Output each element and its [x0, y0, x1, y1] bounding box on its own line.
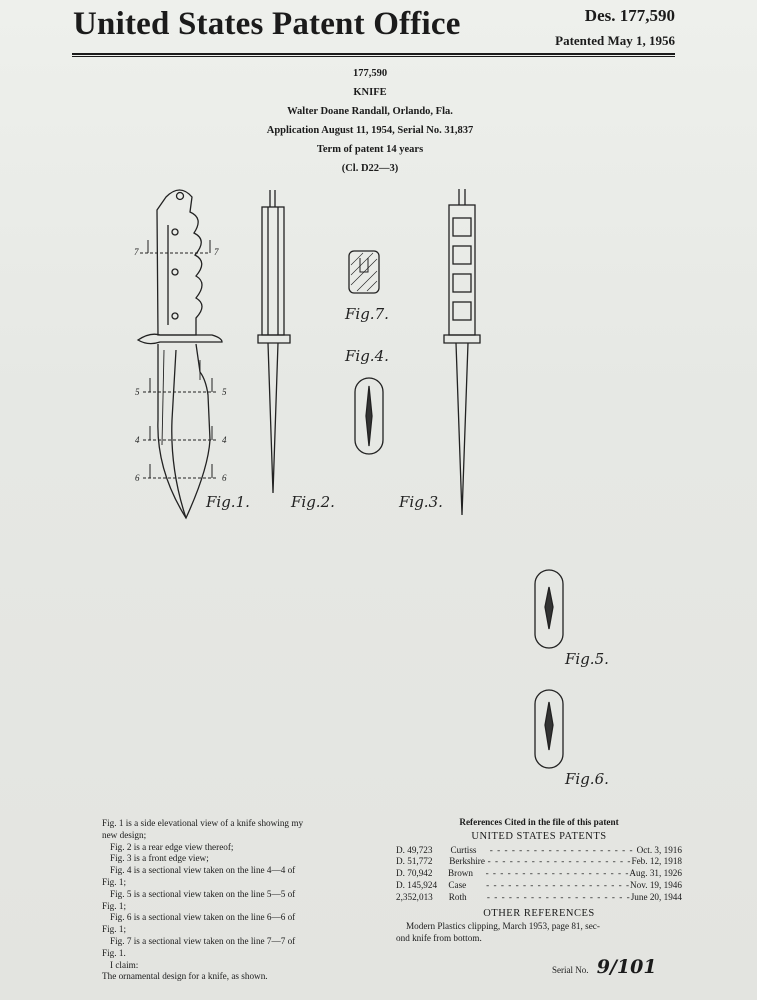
fig2-rear-edge-view — [258, 190, 290, 493]
us-patents-heading: UNITED STATES PATENTS — [471, 830, 607, 842]
classification: (Cl. D22—3) — [341, 163, 399, 174]
serial-label: Serial No. — [552, 965, 589, 975]
fig2-label: Fig.2. — [291, 493, 335, 511]
design-number: Des. 177,590 — [584, 6, 675, 25]
other-reference-text: Modern Plastics clipping, March 1953, page 81, sec- — [406, 921, 600, 932]
section-mark: 6 — [222, 473, 227, 483]
desc-line: new design; — [102, 829, 147, 840]
desc-line: Fig. 7 is a sectional view taken on the line 7—7 of — [110, 935, 296, 946]
claim-heading: I claim: — [110, 959, 139, 970]
section-mark: 7 — [214, 247, 219, 257]
leader-dots: - - - - - - - - - - - - - - - - - - - - — [486, 879, 631, 890]
ref-name: Curtiss — [450, 844, 477, 855]
desc-line: Fig. 6 is a sectional view taken on the line 6—6 of — [110, 912, 296, 923]
section-mark: 4 — [222, 435, 227, 445]
inventor: Walter Doane Randall, Orlando, Fla. — [287, 106, 453, 117]
claim-text: The ornamental design for a knife, as shown. — [102, 971, 268, 982]
ref-name: Brown — [448, 868, 474, 879]
section-mark: 7 — [134, 247, 139, 257]
section-mark: 6 — [135, 473, 140, 483]
office-title: United States Patent Office — [73, 6, 461, 42]
ref-number: D. 70,942 — [396, 868, 433, 879]
leader-dots: - - - - - - - - - - - - - - - - - - - - — [486, 891, 631, 902]
ref-date: Aug. 31, 1926 — [629, 868, 682, 879]
references-heading: References Cited in the file of this patent — [459, 817, 619, 827]
desc-line: Fig. 1; — [102, 924, 126, 935]
fig7-handle-section — [349, 251, 379, 293]
fig5-section — [535, 570, 563, 648]
serial-handwritten: 9/101 — [596, 956, 657, 978]
reference-row — [396, 880, 682, 892]
fig6-section — [535, 690, 563, 768]
ref-number: D. 49,723 — [396, 844, 433, 855]
leader-dots: - - - - - - - - - - - - - - - - - - - - — [485, 868, 630, 879]
section-mark: 5 — [222, 387, 227, 397]
other-references-heading: OTHER REFERENCES — [483, 907, 595, 919]
other-reference-text: ond knife from bottom. — [396, 933, 482, 944]
ref-date: Nov. 19, 1946 — [630, 879, 682, 890]
desc-line: Fig. 3 is a front edge view; — [110, 853, 209, 864]
reference-row — [396, 845, 682, 857]
desc-line: Fig. 4 is a sectional view taken on the line 4—4 of — [110, 865, 296, 876]
leader-dots: - - - - - - - - - - - - - - - - - - - - — [489, 844, 634, 855]
patented-date: Patented May 1, 1956 — [555, 33, 675, 48]
fig1-knife-side-view — [138, 190, 222, 518]
desc-line: Fig. 1; — [102, 900, 126, 911]
fig4-section — [355, 378, 383, 454]
desc-line: Fig. 1; — [102, 876, 126, 887]
serial-number — [552, 956, 657, 978]
section-mark: 4 — [135, 435, 140, 445]
reference-row — [396, 856, 682, 868]
ref-date: Oct. 3, 1916 — [636, 844, 682, 855]
fig4-label: Fig.4. — [345, 347, 389, 365]
patent-number: 177,590 — [352, 68, 388, 79]
fig3-label: Fig.3. — [399, 493, 443, 511]
fig1-label: Fig.1. — [206, 493, 250, 511]
desc-line: Fig. 5 is a sectional view taken on the line 5—5 of — [110, 888, 296, 899]
references-cited — [396, 817, 682, 945]
desc-line: Fig. 2 is a rear edge view thereof; — [110, 841, 234, 852]
ref-number: D. 145,924 — [396, 879, 438, 890]
section-mark: 5 — [135, 387, 140, 397]
ref-number: D. 51,772 — [396, 856, 433, 867]
ref-name: Case — [448, 879, 467, 890]
ref-name: Berkshire — [449, 856, 485, 867]
desc-line: Fig. 1. — [102, 947, 126, 958]
fig5-label: Fig.5. — [565, 650, 609, 668]
patent-title: KNIFE — [353, 87, 387, 98]
patent-term: Term of patent 14 years — [316, 144, 424, 155]
application-info: Application August 11, 1954, Serial No. 31,837 — [266, 125, 474, 136]
reference-row — [396, 868, 682, 880]
fig6-label: Fig.6. — [565, 770, 609, 788]
reference-row — [396, 892, 682, 904]
fig7-label: Fig.7. — [345, 305, 389, 323]
desc-line: Fig. 1 is a side elevational view of a knife showing my — [102, 818, 304, 828]
figure-description — [102, 818, 374, 983]
leader-dots: - - - - - - - - - - - - - - - - - - - - — [487, 856, 632, 867]
ref-number: 2,352,013 — [396, 891, 433, 902]
ref-date: June 20, 1944 — [630, 891, 682, 902]
ref-date: Feb. 12, 1918 — [631, 856, 682, 867]
ref-name: Roth — [448, 891, 467, 902]
fig3-front-edge-view — [444, 189, 480, 515]
